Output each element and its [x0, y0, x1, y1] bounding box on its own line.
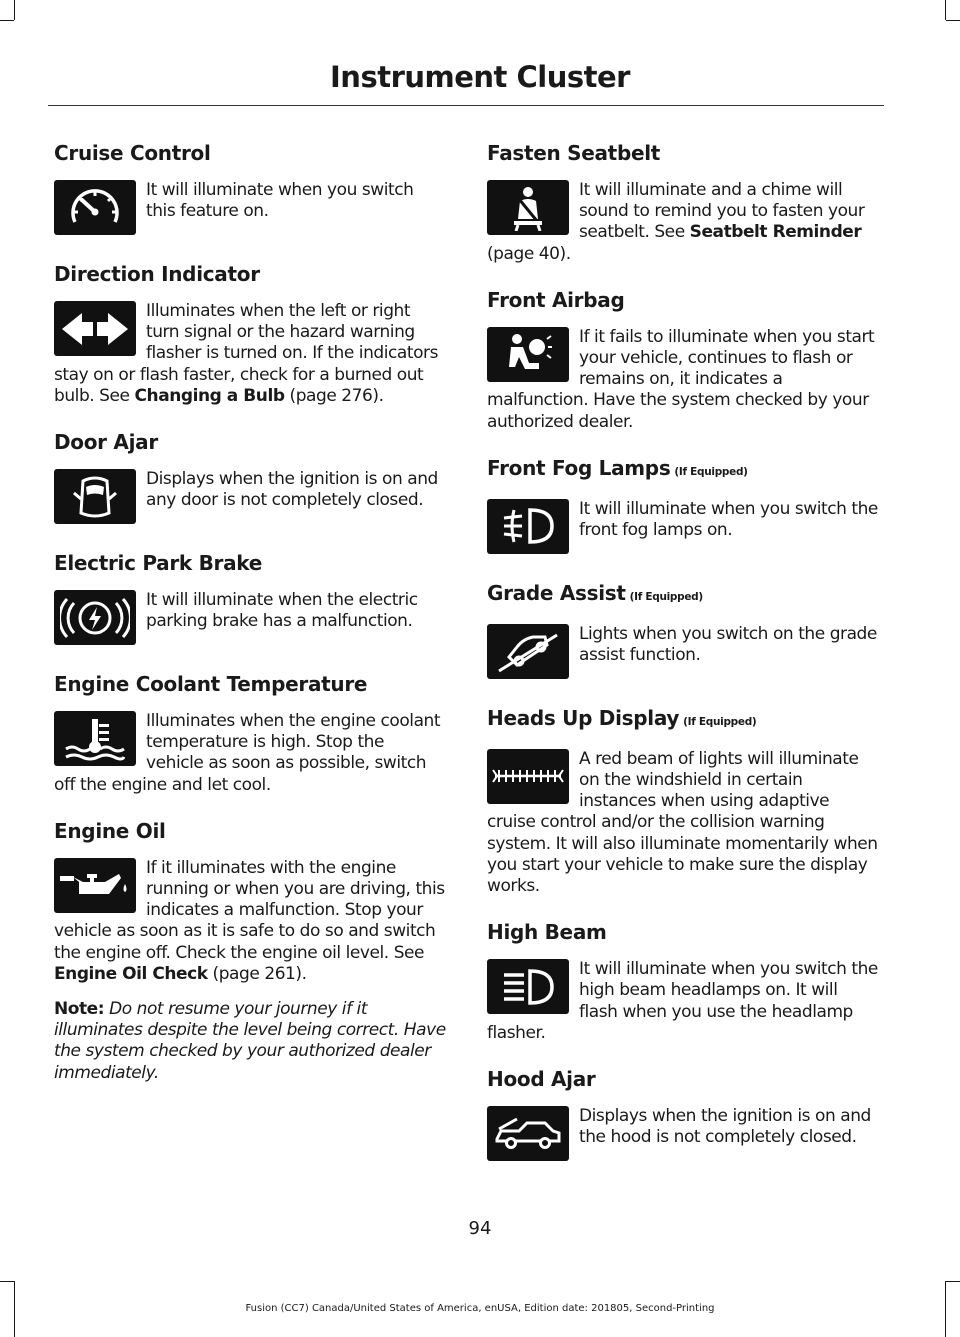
- section-title: Hood Ajar: [487, 1067, 596, 1092]
- page-reference: (page 276).: [284, 385, 384, 406]
- oil-can-icon: [54, 858, 136, 913]
- section-direction-indicator: [54, 261, 446, 407]
- hood-ajar-icon: [487, 1106, 569, 1161]
- direction-arrows-icon: [54, 301, 136, 356]
- section-heads-up-display: [487, 705, 879, 897]
- section-title: Door Ajar: [54, 430, 158, 455]
- high-beam-icon: [487, 959, 569, 1014]
- optional-label: (If Equipped): [674, 465, 748, 478]
- section-text: If it illuminates with the engine running or when you are driving, this indicates a malfunction. Stop your vehicle as soon as it is safe to do so and switch the engine off. Check the engine oil level. See: [54, 857, 445, 963]
- grade-assist-icon: [487, 624, 569, 679]
- section-hood-ajar: [487, 1066, 879, 1165]
- crop-mark: [0, 1281, 14, 1282]
- cross-reference-link[interactable]: Changing a Bulb: [134, 385, 285, 406]
- section-text: It will illuminate when the electric parking brake has a malfunction.: [146, 590, 418, 632]
- left-column: [54, 140, 446, 1084]
- page-number: 94: [468, 1218, 492, 1239]
- page-reference: (page 261).: [207, 963, 307, 984]
- section-front-fog-lamps: [487, 455, 879, 558]
- section-text: Lights when you switch on the grade assist function.: [579, 623, 877, 666]
- page-title: Instrument Cluster: [330, 60, 630, 94]
- right-column: [487, 140, 879, 1187]
- section-title: Front Airbag: [487, 287, 625, 312]
- section-text: Displays when the ignition is on and any door is not completely closed.: [146, 469, 438, 511]
- header-rule: [48, 105, 884, 106]
- section-high-beam: [487, 919, 879, 1044]
- section-title: Direction Indicator: [54, 262, 260, 286]
- note: [54, 999, 446, 1084]
- seatbelt-icon: [487, 180, 569, 235]
- section-title: Grade Assist: [487, 580, 626, 605]
- edition-footer: Fusion (CC7) Canada/United States of America, enUSA, Edition date: 201805, Second-Printing: [245, 1303, 715, 1314]
- section-title: Front Fog Lamps: [487, 455, 671, 480]
- airbag-icon: [487, 327, 569, 382]
- section-text: It will illuminate when you switch the front fog lamps on.: [579, 498, 878, 541]
- crop-mark: [0, 20, 14, 21]
- section-title: Electric Park Brake: [54, 551, 263, 576]
- section-front-airbag: [487, 287, 879, 433]
- section-text: A red beam of lights will illuminate on the windshield in certain instances when using adaptive cruise control and/or the collision warning system. It will also illuminate momentarily when you start your vehicle to make sure the display works.: [487, 748, 878, 897]
- optional-label: (If Equipped): [629, 590, 703, 603]
- cruise-control-icon: [54, 180, 136, 235]
- section-door-ajar: [54, 429, 446, 528]
- section-title: High Beam: [487, 920, 607, 945]
- cross-reference-link[interactable]: Engine Oil Check: [54, 963, 208, 984]
- crop-mark: [14, 0, 15, 20]
- section-grade-assist: [487, 580, 879, 683]
- coolant-temperature-icon: [54, 711, 136, 766]
- note-label: Note:: [54, 999, 105, 1020]
- section-electric-park-brake: [54, 550, 446, 649]
- page-reference: (page 40).: [487, 243, 571, 264]
- section-text: Displays when the ignition is on and the hood is not completely closed.: [579, 1106, 871, 1148]
- section-engine-oil: [54, 818, 446, 985]
- section-fasten-seatbelt: [487, 140, 879, 265]
- crop-mark: [945, 0, 946, 20]
- park-brake-icon: [54, 590, 136, 645]
- section-title: Heads Up Display: [487, 705, 680, 730]
- section-title: Cruise Control: [54, 141, 211, 165]
- cross-reference-link[interactable]: Seatbelt Reminder: [689, 222, 862, 243]
- section-title: Engine Oil: [54, 818, 166, 843]
- note-text: Do not resume your journey if it illuminates despite the level being correct. Have the system checked by your authorized dealer immediately.: [54, 999, 446, 1083]
- section-title: Engine Coolant Temperature: [54, 672, 368, 697]
- section-cruise-control: [54, 140, 446, 239]
- heads-up-display-icon: [487, 749, 569, 804]
- section-text: Illuminates when the left or right turn signal or the hazard warning flasher is turned on. If the indicators stay on or flash faster, check for a burned out bulb. See: [54, 301, 438, 406]
- section-title: Fasten Seatbelt: [487, 141, 661, 165]
- section-text: If it fails to illuminate when you start your vehicle, continues to flash or remains on, it indicates a malfunction. Have the system checked by your authorized dealer.: [487, 326, 875, 432]
- section-text: It will illuminate when you switch this feature on.: [146, 180, 414, 222]
- crop-mark: [946, 20, 960, 21]
- crop-mark: [946, 1281, 960, 1282]
- section-text: It will illuminate when you switch the high beam headlamps on. It will flash when you use the headlamp flasher.: [487, 959, 878, 1043]
- fog-lamp-icon: [487, 499, 569, 554]
- section-engine-coolant-temperature: [54, 671, 446, 796]
- door-ajar-icon: [54, 469, 136, 524]
- optional-label: (If Equipped): [683, 715, 757, 728]
- section-text: It will illuminate and a chime will sound to remind you to fasten your seatbelt. See: [579, 180, 865, 243]
- section-text: Illuminates when the engine coolant temperature is high. Stop the vehicle as soon as possible, switch off the engine and let cool.: [54, 711, 441, 795]
